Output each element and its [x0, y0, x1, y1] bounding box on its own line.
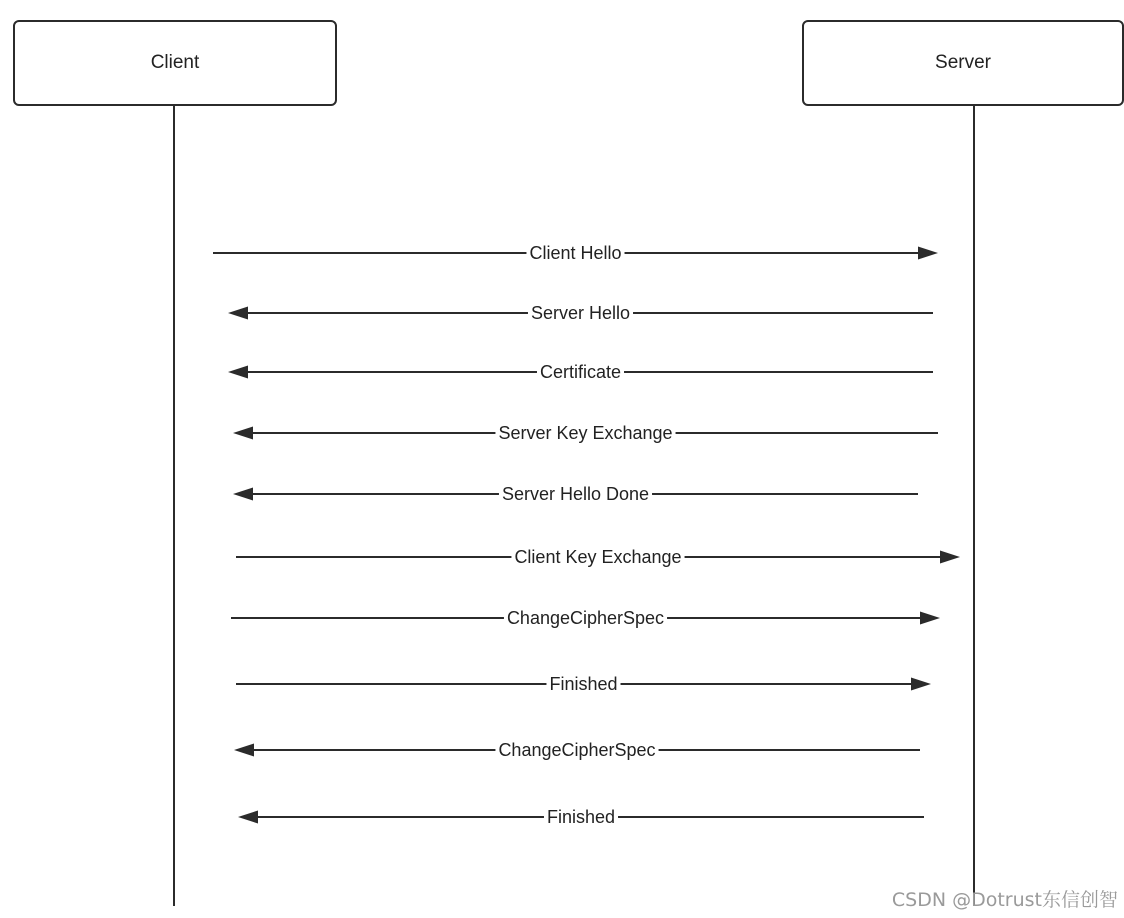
message-label: Finished	[549, 674, 618, 694]
arrowhead-right	[918, 247, 938, 260]
arrowhead-left	[238, 811, 258, 824]
message-arrow	[236, 547, 960, 567]
watermark-text: CSDN @Dotrust东信创智	[891, 889, 1118, 911]
message-label: Client Hello	[529, 243, 622, 263]
arrowhead-left	[233, 427, 253, 440]
arrowhead-right	[920, 612, 940, 625]
message-label: Certificate	[539, 362, 622, 382]
message-arrow	[233, 484, 918, 504]
message-label: Server Hello	[530, 303, 631, 323]
message-label: ChangeCipherSpec	[498, 740, 656, 760]
message-arrow	[228, 362, 933, 382]
arrowhead-left	[228, 307, 248, 320]
message-label: Client Key Exchange	[514, 547, 682, 567]
arrowhead-left	[228, 366, 248, 379]
message-label: Server Key Exchange	[498, 423, 673, 443]
message-label: Server Hello Done	[501, 484, 650, 504]
client-actor-label: Client	[150, 52, 200, 73]
message-arrow	[231, 608, 940, 628]
message-arrow	[228, 303, 933, 323]
message-arrow	[213, 243, 938, 263]
message-arrow	[236, 674, 931, 694]
arrowhead-right	[940, 551, 960, 564]
message-arrow	[238, 807, 924, 827]
message-label: ChangeCipherSpec	[506, 608, 665, 628]
arrowhead-left	[233, 488, 253, 501]
server-actor-label: Server	[935, 52, 991, 73]
message-arrow	[233, 423, 938, 443]
arrowhead-left	[234, 744, 254, 757]
message-arrow	[234, 740, 920, 760]
arrowhead-right	[911, 678, 931, 691]
message-label: Finished	[546, 807, 616, 827]
